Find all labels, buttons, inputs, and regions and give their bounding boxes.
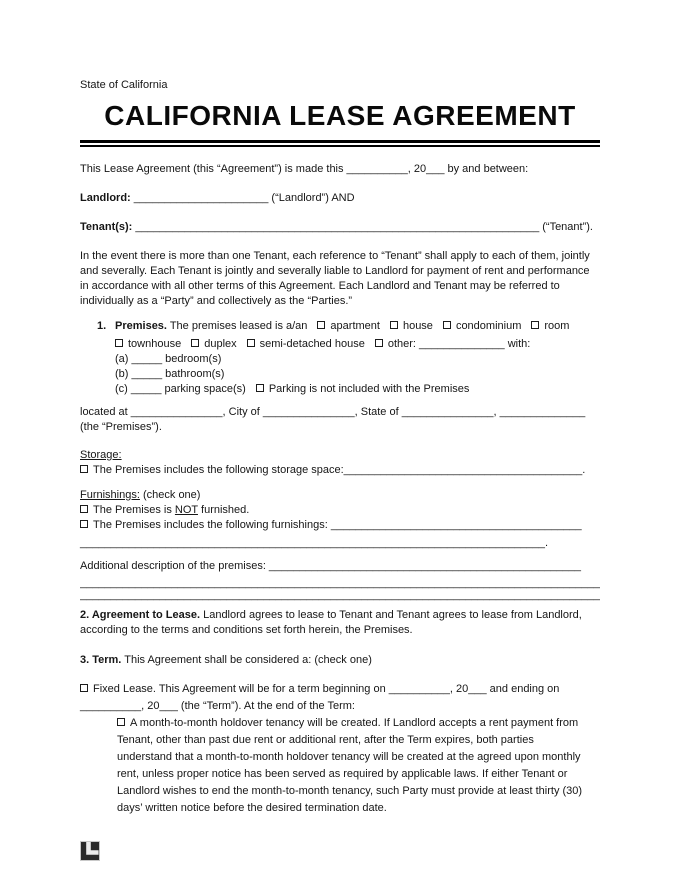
furnishings-heading: Furnishings: [80, 489, 140, 501]
parking-line: (c) _____ parking space(s) Parking is not included with the Premises [115, 383, 470, 395]
section-1-premises [80, 319, 600, 397]
premises-defined-line: (the “Premises”). [80, 421, 162, 433]
fixed-lease-block [80, 681, 600, 817]
title-divider [80, 140, 600, 147]
holdover-tenancy-block [117, 715, 600, 817]
checkbox-house[interactable] [390, 321, 398, 329]
checkbox-holdover[interactable] [117, 718, 125, 726]
legal-templates-logo-icon [80, 841, 100, 861]
landlord-label: Landlord: [80, 192, 131, 204]
not-furnished-option: The Premises is NOT furnished. [80, 503, 600, 518]
paragraph-line: and severally. Each Tenant is jointly and severally liable to Landlord for payment of rent and performance [80, 265, 590, 277]
landlord-blank[interactable]: ______________________ (“Landlord”) AND [130, 192, 355, 204]
other-blank[interactable]: other: ______________ with: [387, 338, 531, 350]
tenant-label: Tenant(s): [80, 221, 133, 233]
checkbox-fixed-lease[interactable] [80, 684, 88, 692]
tenant-blank[interactable]: __________________________________________________________________ (“Tenant”). [132, 221, 593, 233]
storage-option-line [80, 463, 600, 478]
premises-type-row-2: townhouse duplex semi-detached house other: ______________ with: [115, 337, 600, 352]
checkbox-room[interactable] [531, 321, 539, 329]
fixed-lease-blank[interactable]: Fixed Lease. This Agreement will be for a term beginning on __________, 20___ and ending on [93, 683, 560, 695]
premises-heading: Premises. [115, 320, 167, 332]
checkbox-storage[interactable] [80, 465, 88, 473]
bathrooms-line[interactable]: (b) _____ bathroom(s) [115, 368, 225, 380]
blank-line[interactable]: _____________________________________________________________________________________ [80, 589, 600, 601]
furnishings-blank-line[interactable]: ____________________________________________________________________________. [80, 537, 548, 549]
check-one-note: (check one) [142, 489, 201, 501]
section-2-line-2: according to the terms and conditions set forth herein, the Premises. [80, 624, 413, 636]
tenant-line [80, 220, 600, 235]
paragraph-line: In the event there is more than one Tenant, each reference to “Tenant” shall apply to each of them, jointly [80, 250, 590, 262]
checkbox-furnished[interactable] [80, 520, 88, 528]
landlord-line [80, 191, 600, 206]
state-label: State of California [80, 79, 168, 91]
paragraph-line: individually as a “Party” and collectively as the “Parties.” [80, 295, 353, 307]
checkbox-apartment[interactable] [317, 321, 325, 329]
checkbox-not-furnished[interactable] [80, 505, 88, 513]
fixed-lease-option [80, 681, 600, 698]
located-at-paragraph [80, 405, 600, 435]
checkbox-townhouse[interactable] [115, 339, 123, 347]
storage-heading: Storage: [80, 449, 122, 461]
holdover-line: Tenant, other than past due rent or additional rent, after the Term expires, both parties [117, 734, 534, 746]
bedrooms-line[interactable]: (a) _____ bedroom(s) [115, 353, 222, 365]
holdover-line: days’ written notice before the desired termination date. [117, 802, 387, 814]
checkbox-condominium[interactable] [443, 321, 451, 329]
joint-liability-paragraph [80, 249, 600, 309]
located-at-line[interactable]: located at _______________, City of _______________, State of _______________, ______________ [80, 406, 586, 418]
checkbox-other[interactable] [375, 339, 383, 347]
section-number: 1. [97, 320, 107, 332]
storage-blank[interactable]: The Premises includes the following storage space:_______________________________________. [93, 464, 586, 476]
holdover-line: rent, unless proper notice has been served as required by applicable laws. If either Tenant or [117, 768, 568, 780]
holdover-line: Landlord wishes to end the month-to-month tenancy, such Party must provide at least thirty (30) [117, 785, 583, 797]
fixed-lease-line-2[interactable]: __________, 20___ (the “Term”). At the end of the Term: [80, 700, 355, 712]
opening-line: This Lease Agreement (this “Agreement”) is made this __________, 20___ by and between: [80, 163, 529, 175]
section-3-term: 3. Term. This Agreement shall be considered a: (check one) [80, 654, 372, 666]
checkbox-semi-detached[interactable] [247, 339, 255, 347]
furnished-option [80, 518, 600, 533]
section-3-heading: 3. Term. [80, 654, 122, 666]
premises-type-row-1: Premises. The premises leased is a/an apartment house condominium room [115, 320, 570, 332]
furnishings-heading-line [80, 488, 600, 503]
checkbox-no-parking[interactable] [256, 384, 264, 392]
paragraph-line: in accordance with all other terms of this Agreement. Each Landlord and Tenant may be referred to [80, 280, 560, 292]
legal-templates-logo [80, 841, 600, 861]
checkbox-duplex[interactable] [191, 339, 199, 347]
furnishings-blank[interactable]: The Premises includes the following furnishings: _________________________________________ [93, 519, 582, 531]
holdover-option: A month-to-month holdover tenancy will be created. If Landlord accepts a rent payment from [117, 715, 600, 732]
blank-line[interactable]: _____________________________________________________________________________________ [80, 577, 600, 589]
section-2-agreement [80, 608, 600, 638]
section-2-line-1: 2. Agreement to Lease. Landlord agrees to lease to Tenant and Tenant agrees to lease from Landlord, [80, 609, 582, 621]
parking-blank[interactable]: (c) _____ parking space(s) [115, 383, 246, 395]
additional-description-line[interactable]: Additional description of the premises: ___________________________________________________ [80, 560, 581, 572]
document-title: CALIFORNIA LEASE AGREEMENT [104, 100, 576, 131]
holdover-line: understand that a month-to-month holdover tenancy will be created at the agreed upon monthly [117, 751, 581, 763]
section-2-heading: 2. Agreement to Lease. [80, 609, 201, 621]
